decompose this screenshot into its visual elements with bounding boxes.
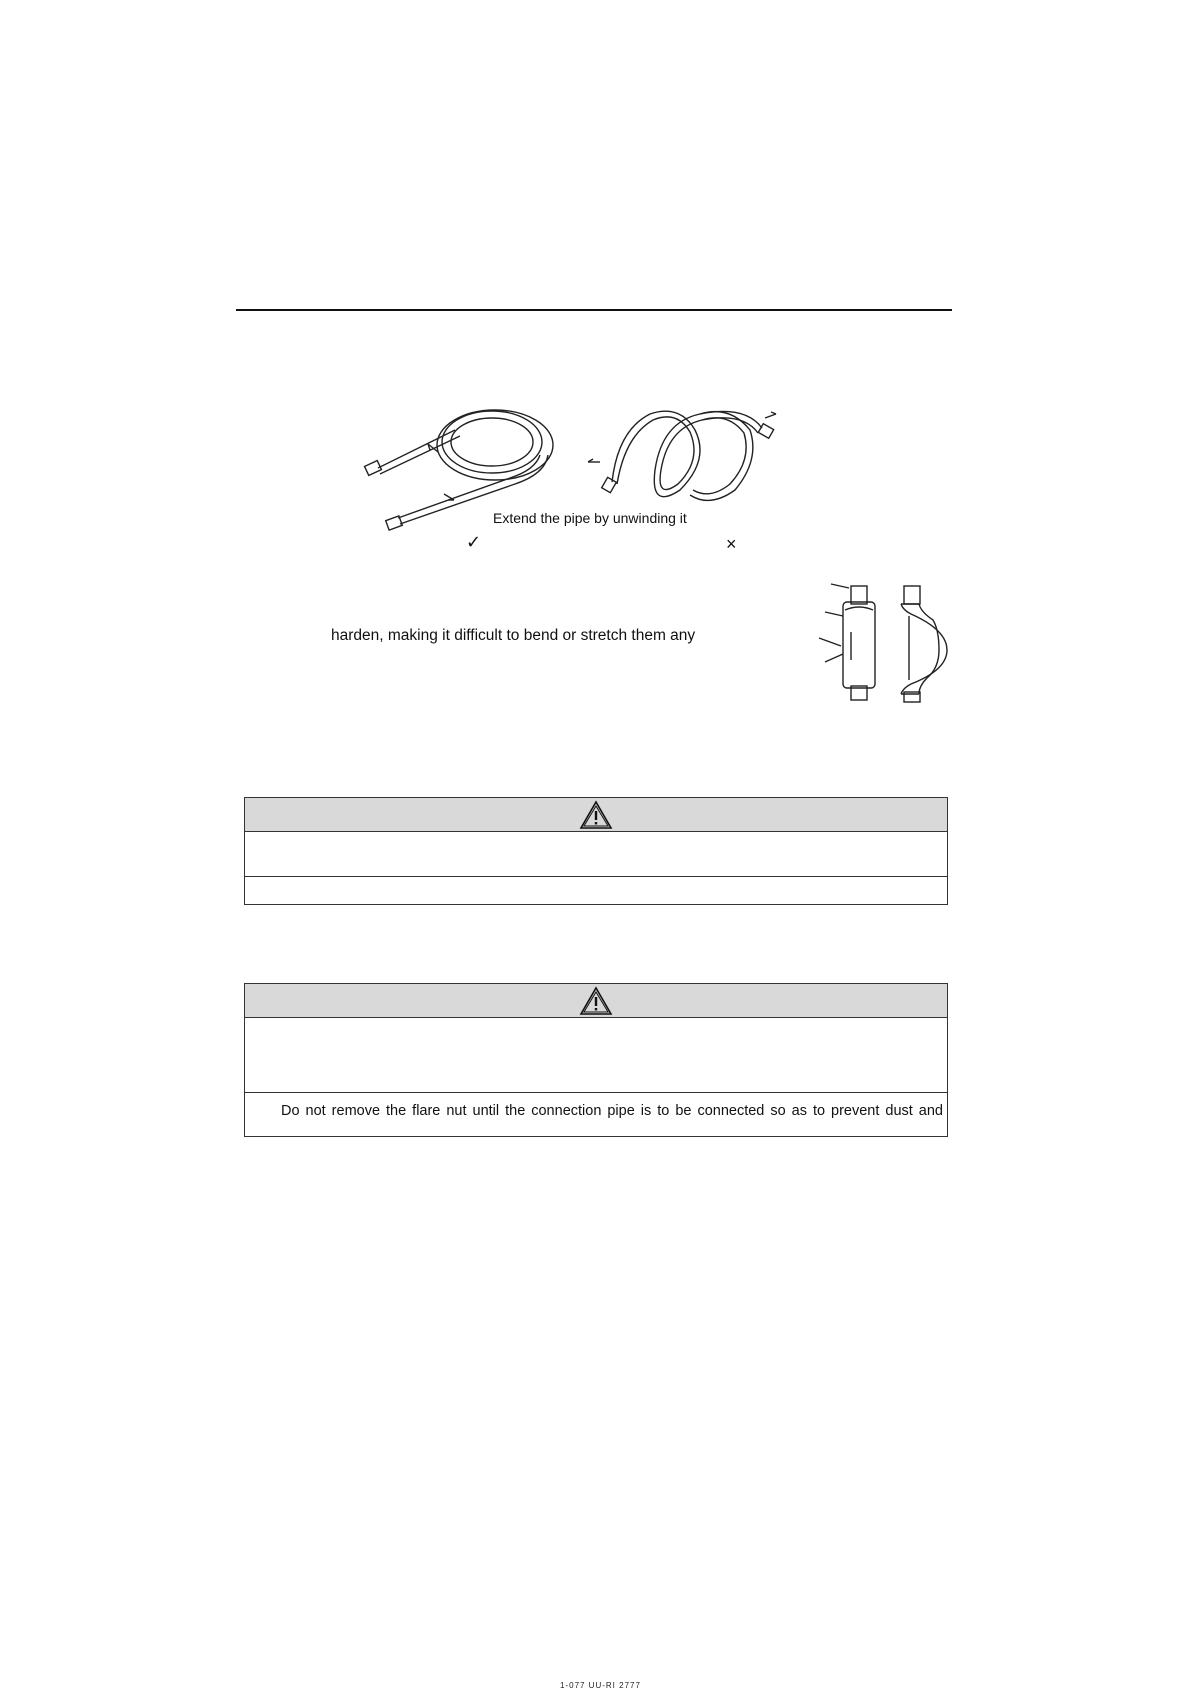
footer-mark: 1-077 UU-RI 2777 [560, 1681, 641, 1690]
figure-caption: Extend the pipe by unwinding it [493, 510, 687, 526]
warning-notice-2 [244, 983, 948, 1137]
warning-triangle-icon [579, 800, 613, 830]
notice-2-header [245, 984, 947, 1018]
notice-2-row-1 [245, 1018, 947, 1093]
notice-2-row-2 [245, 1093, 947, 1136]
pipe-unwinding-figure [350, 400, 830, 560]
notice-1-row-1 [245, 832, 947, 877]
body-text-harden: harden, making it difficult to bend or stretch them any [331, 627, 696, 644]
warning-notice-1 [244, 797, 948, 905]
correct-checkmark: ✓ [466, 532, 482, 552]
wrong-cross-mark: × [726, 534, 737, 554]
notice-2-row-2-text: Do not remove the flare nut until the connection pipe is to be connected so as to prevent dust and [281, 1103, 943, 1119]
insulated-pipe-figure [815, 580, 955, 705]
warning-triangle-icon [579, 986, 613, 1016]
notice-1-row-2 [245, 877, 947, 903]
notice-1-header [245, 798, 947, 832]
top-rule [236, 309, 952, 311]
